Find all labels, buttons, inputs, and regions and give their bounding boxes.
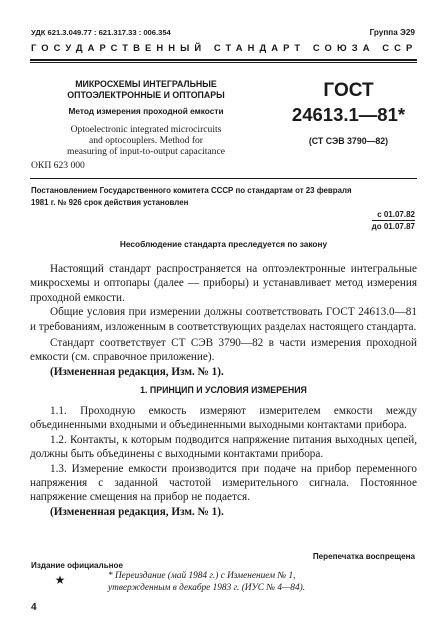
- header-rule-thick: [30, 59, 417, 61]
- intro-paragraph-3: Стандарт соответствует СТ СЭВ 3790—82 в части измерения проходной емкости (см. справочное приложение).: [30, 337, 417, 364]
- reprint-prohibited: Перепечатка воспрещена: [312, 552, 415, 561]
- reissue-note: [108, 571, 305, 594]
- page-number: 4: [31, 602, 37, 613]
- title-en-line3: measuring of input-to-output capacitance: [67, 146, 225, 158]
- clause-1-2: 1.2. Контакты, к которым подводится напряжение питания выходных цепей, должны быть объединены с выходными контактами прибора.: [30, 433, 417, 461]
- section-1-edition-note: (Измененная редакция, Изм. № 1).: [50, 505, 224, 518]
- title-en: [36, 124, 256, 158]
- validity-dates: [372, 209, 415, 232]
- decree-line2: 1981 г. № 926 срок действия установлен: [31, 198, 189, 207]
- gost-number: 24613.1—81*: [291, 104, 406, 125]
- title-ru-line2: ОПТОЭЛЕКТРОННЫЕ И ОПТОПАРЫ: [67, 90, 225, 100]
- title-ru-line1: МИКРОСХЕМЫ ИНТЕГРАЛЬНЫЕ: [75, 79, 217, 89]
- law-warning: Несоблюдение стандарта преследуется по закону: [119, 239, 328, 249]
- okp-code: ОКП 623 000: [31, 160, 85, 171]
- header-rule-thin: [30, 62, 417, 63]
- group-code: Группа Э29: [369, 28, 415, 37]
- section-1-heading: 1. ПРИНЦИП И УСЛОВИЯ ИЗМЕРЕНИЯ: [140, 385, 307, 395]
- decree-line1: Постановлением Государственного комитета СССР по стандартам от 23 февраля: [31, 186, 352, 195]
- intro-paragraph-1: Настоящий стандарт распространяется на оптоэлектронные интегральные микросхемы и оптопары (далее — приборы) и устанавливает метод измерения проходной емкости.: [30, 263, 417, 304]
- clause-1-3: 1.3. Измерение емкости производится при подаче на прибор переменного напряжения с заданной частотой измерительного сигнала. Постоянное напряжение смещения на прибор не подается.: [30, 462, 417, 504]
- title-ru-method: Метод измерения проходной емкости: [68, 106, 224, 116]
- clause-1-1: 1.1. Проходную емкость измеряют измерителем емкости между объединенными входными и объединенными выходными контактами прибора.: [30, 405, 417, 432]
- reissue-line1: * Переиздание (май 1984 г.) с Изменением № 1,: [108, 571, 296, 581]
- title-rule: [30, 178, 417, 179]
- section-1-text: [30, 404, 417, 519]
- star-icon: ★: [54, 573, 66, 587]
- official-edition: Издание официальное: [31, 561, 123, 570]
- udk-code: УДК 621.3.049.77 : 621.317.33 : 006.354: [31, 28, 171, 37]
- intro-edition-note: (Измененная редакция, Изм. № 1).: [50, 365, 224, 378]
- reissue-line2: утвержденным в декабре 1983 г. (ИУС № 4—84).: [108, 582, 306, 593]
- decree: [31, 185, 352, 209]
- intro-paragraph-2: Общие условия при измерении должны соответствовать ГОСТ 24613.0—81 и требованиям, изложенным в соответствующих разделах настоящего стандарта.: [30, 306, 417, 333]
- gost-label: ГОСТ: [323, 80, 374, 101]
- standard-banner: ГОСУДАРСТВЕННЫЙ СТАНДАРТ СОЮЗА ССР: [31, 42, 418, 53]
- title-en-line2: and optocouplers. Method for: [88, 135, 204, 147]
- st-sev-ref: (СТ СЭВ 3790—82): [308, 136, 389, 146]
- intro-text: [30, 262, 417, 379]
- title-en-line1: Optoelectronic integrated microcircuits: [70, 124, 222, 135]
- valid-from: с 01.07.82: [377, 210, 415, 219]
- valid-to: до 01.07.87: [371, 222, 415, 231]
- title-ru: [46, 79, 246, 117]
